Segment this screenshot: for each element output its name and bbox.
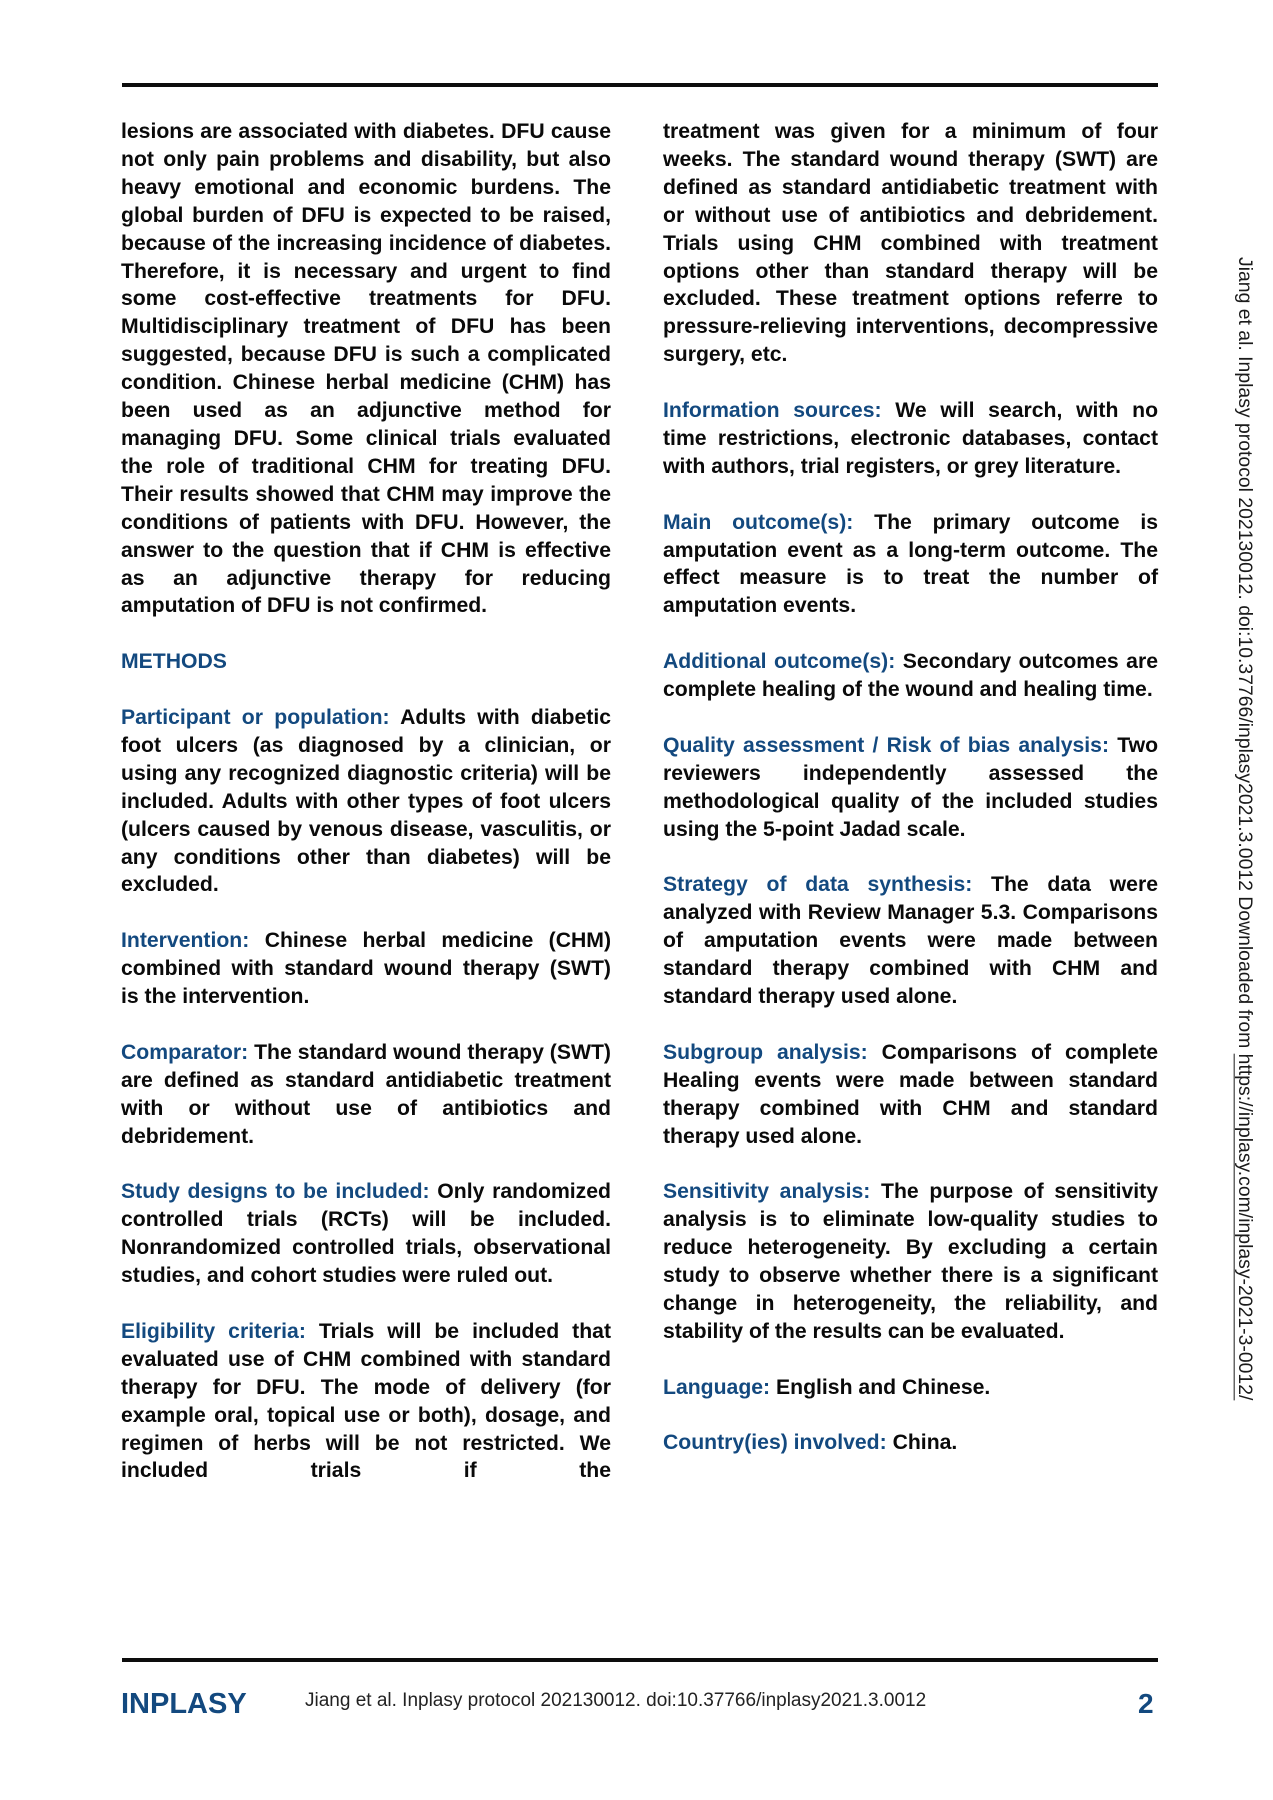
footer-brand-logo: INPLASY bbox=[121, 1688, 247, 1720]
intro-paragraph: lesions are associated with diabetes. DFU cause not only pain problems and disability, but also heavy emotional and economic burdens. The global burden of DFU is expected to be raised, because of the increasing incidence of diabetes. Therefore, it is necessary and urgent to find some cost-effective treatments for DFU. Multidisciplinary treatment of DFU has been suggested, because DFU is such a complicated condition. Chinese herbal medicine (CHM) has been used as an adjunctive method for managing DFU. Some clinical trials evaluated the role of traditional CHM for treating DFU. Their results showed that CHM may improve the conditions of patients with DFU. However, the answer to the question that if CHM is effective as an adjunctive therapy for reducing amputation of DFU is not confirmed. bbox=[121, 120, 611, 618]
section-label: Language: bbox=[663, 1375, 771, 1399]
download-side-note bbox=[1234, 257, 1256, 1400]
section-text: Chinese herbal medicine (CHM) combined with standard wound therapy (SWT) is the intervention. bbox=[121, 929, 612, 1009]
section-text: China. bbox=[892, 1431, 958, 1455]
section-text: Trials will be included that evaluated use of CHM combined with standard therapy for DFU. The mode of delivery (for example oral, topical use or both), dosage, and regimen of herbs will be not restricted. We included trials if the bbox=[121, 1319, 612, 1483]
bottom-rule bbox=[122, 1658, 1158, 1662]
section-label: Participant or population: bbox=[121, 706, 390, 729]
continuation-paragraph: treatment was given for a minimum of four weeks. The standard wound therapy (SWT) are defined as standard antidiabetic treatment with or without use of antibiotics and debridement. Trials using CHM combined with treatment options other than standard therapy will be excluded. These treatment options referre to pressure-relieving interventions, decompressive surgery, etc. bbox=[663, 120, 1158, 367]
right-column bbox=[663, 118, 1158, 1457]
section-text: The purpose of sensitivity analysis is to eliminate low-quality studies to reduce heterogeneity. By excluding a certain study to observe whether there is a significant change in heterogeneity, the reliability, and stability of the results can be evaluated. bbox=[663, 1180, 1158, 1343]
section-text: Only randomized controlled trials (RCTs) will be included. Nonrandomized controlled trials, observational studies, and cohort studies were ruled out. bbox=[121, 1180, 611, 1288]
section-label: Additional outcome(s): bbox=[663, 650, 896, 674]
section-label: Quality assessment / Risk of bias analysis: bbox=[663, 733, 1110, 757]
section-text: We will search, with no time restrictions, electronic databases, contact with authors, trial registers, or grey literature. bbox=[663, 399, 1159, 478]
section-countries-involved bbox=[663, 1429, 1158, 1457]
section-text: Comparisons of complete Healing events were made between standard therapy combined with CHM and standard therapy used alone. bbox=[663, 1040, 1158, 1148]
section-main-outcomes bbox=[663, 509, 1158, 621]
section-sensitivity-analysis bbox=[663, 1178, 1158, 1345]
section-intervention bbox=[121, 927, 611, 1011]
section-quality-assessment bbox=[663, 732, 1158, 844]
download-link[interactable]: https://inplasy.com/inplasy-2021-3-0012/ bbox=[1234, 1053, 1256, 1401]
section-label: Subgroup analysis: bbox=[663, 1040, 868, 1064]
section-label: Comparator: bbox=[121, 1040, 249, 1064]
section-label: Sensitivity analysis: bbox=[663, 1180, 871, 1204]
section-label: Country(ies) involved: bbox=[663, 1431, 887, 1455]
top-rule bbox=[122, 83, 1158, 87]
methods-heading: METHODS bbox=[121, 650, 227, 674]
section-subgroup-analysis bbox=[663, 1039, 1158, 1151]
section-text: The primary outcome is amputation event as a long-term outcome. The effect measure is to treat the number of amputation events. bbox=[663, 510, 1158, 618]
section-label: Strategy of data synthesis: bbox=[663, 873, 973, 897]
footer-citation: Jiang et al. Inplasy protocol 202130012. doi:10.37766/inplasy2021.3.0012 bbox=[305, 1690, 927, 1711]
section-study-designs bbox=[121, 1178, 611, 1290]
section-additional-outcomes bbox=[663, 648, 1158, 704]
page-number: 2 bbox=[1138, 1688, 1154, 1719]
section-participant-population bbox=[121, 704, 611, 899]
section-text: Two reviewers independently assessed the methodological quality of the included studies using the 5-point Jadad scale. bbox=[663, 733, 1159, 841]
left-column bbox=[121, 118, 611, 1485]
section-text: English and Chinese. bbox=[776, 1375, 991, 1399]
section-text: Adults with diabetic foot ulcers (as diagnosed by a clinician, or using any recognized diagnostic criteria) will be included. Adults with other types of foot ulcers (ulcers caused by venous disease, vasculitis, or any conditions other than diabetes) will be excluded. bbox=[121, 706, 611, 897]
section-text: The standard wound therapy (SWT) are defined as standard antidiabetic treatment with or without use of antibiotics and debridement. bbox=[121, 1040, 611, 1148]
section-information-sources bbox=[663, 397, 1158, 481]
section-text: The data were analyzed with Review Manager 5.3. Comparisons of amputation events were made between standard therapy combined with CHM and standard therapy used alone. bbox=[663, 873, 1158, 1009]
section-label: Information sources: bbox=[663, 399, 882, 423]
section-comparator bbox=[121, 1039, 611, 1151]
side-note-text: Jiang et al. Inplasy protocol 202130012. doi:10.37766/inplasy2021.3.0012 Downloaded from bbox=[1234, 257, 1256, 1054]
section-data-synthesis bbox=[663, 871, 1158, 1011]
section-label: Main outcome(s): bbox=[663, 510, 854, 534]
section-text: Secondary outcomes are complete healing of the wound and healing time. bbox=[663, 650, 1158, 702]
section-label: Study designs to be included: bbox=[121, 1180, 430, 1204]
section-language bbox=[663, 1374, 1158, 1402]
section-label: Eligibility criteria: bbox=[121, 1319, 306, 1343]
section-label: Intervention: bbox=[121, 929, 250, 953]
section-eligibility-criteria bbox=[121, 1318, 611, 1485]
